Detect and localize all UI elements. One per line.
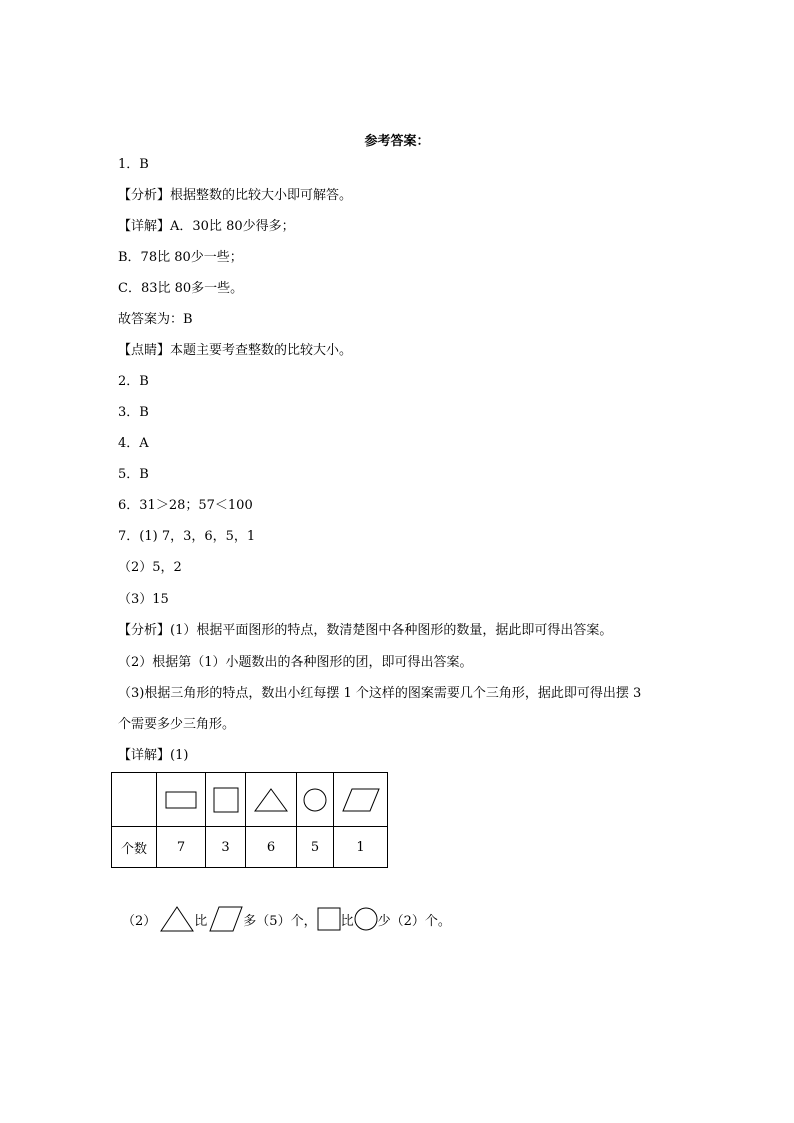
- count-triangle: 6: [246, 827, 297, 868]
- answer2-compare-1: 比: [194, 913, 208, 929]
- answer-6: 6．31＞28；57＜100: [118, 498, 253, 513]
- square-cell: [206, 773, 246, 827]
- answer-7: 7．(1) 7，3，6，5，1: [118, 529, 256, 544]
- analysis-7-3-cont: 个需要多少三角形。: [118, 717, 236, 732]
- rectangle-icon: [165, 790, 197, 810]
- empty-header-cell: [112, 773, 157, 827]
- answer2-less: 少（2）个。: [377, 913, 451, 929]
- answer-7-2-detail: [122, 904, 451, 934]
- circle-cell: [297, 773, 334, 827]
- count-label: 个数: [112, 827, 157, 868]
- count-square: 3: [206, 827, 246, 868]
- detail-1: 【详解】A．30比 80少得多；: [118, 219, 295, 234]
- square-icon: [213, 787, 239, 813]
- conclusion-1: 故答案为：B: [118, 312, 193, 327]
- comment-1: 【点睛】本题主要考查整数的比较大小。: [118, 343, 353, 358]
- rectangle-cell: [157, 773, 206, 827]
- parallelogram-cell: [334, 773, 388, 827]
- page-title: 参考答案：: [364, 134, 430, 149]
- analysis-7-1: 【分析】(1）根据平面图形的特点，数清楚图中各种图形的数量，据此即可得出答案。: [118, 623, 613, 638]
- answer-4: 4．A: [118, 436, 149, 451]
- triangle-icon: [254, 788, 288, 812]
- count-circle: 5: [297, 827, 334, 868]
- answer2-more: 多（5）个，: [243, 913, 317, 929]
- shape-count-table: [111, 772, 388, 868]
- count-parallelogram: 1: [334, 827, 388, 868]
- detail-1-c: C．83比 80多一些。: [118, 281, 244, 296]
- answer-3: 3．B: [118, 405, 149, 420]
- triangle-icon: [160, 906, 194, 932]
- answer-7-3: （3）15: [118, 592, 169, 607]
- answer-1: 1．B: [118, 157, 149, 172]
- shape-row: [112, 773, 388, 827]
- answer-2: 2．B: [118, 374, 149, 389]
- answer2-prefix: （2）: [122, 913, 157, 929]
- count-rectangle: 7: [157, 827, 206, 868]
- answer2-compare-2: 比: [340, 913, 354, 929]
- circle-icon: [303, 788, 327, 812]
- parallelogram-icon: [209, 906, 243, 932]
- analysis-7-2: （2）根据第（1）小题数出的各种图形的团，即可得出答案。: [118, 655, 473, 670]
- circle-icon: [354, 907, 378, 931]
- analysis-1: 【分析】根据整数的比较大小即可解答。: [118, 188, 353, 203]
- detail-7-1: 【详解】(1): [118, 748, 189, 763]
- count-row: [112, 827, 388, 868]
- answer-7-2: （2）5，2: [118, 560, 182, 575]
- parallelogram-icon: [342, 788, 380, 812]
- analysis-7-3: （3)根据三角形的特点，数出小红每摆 1 个这样的图案需要几个三角形，据此即可得出摆 3: [118, 686, 642, 701]
- detail-1-b: B．78比 80少一些；: [118, 250, 243, 265]
- answer-5: 5．B: [118, 467, 149, 482]
- square-icon: [317, 907, 341, 931]
- triangle-cell: [246, 773, 297, 827]
